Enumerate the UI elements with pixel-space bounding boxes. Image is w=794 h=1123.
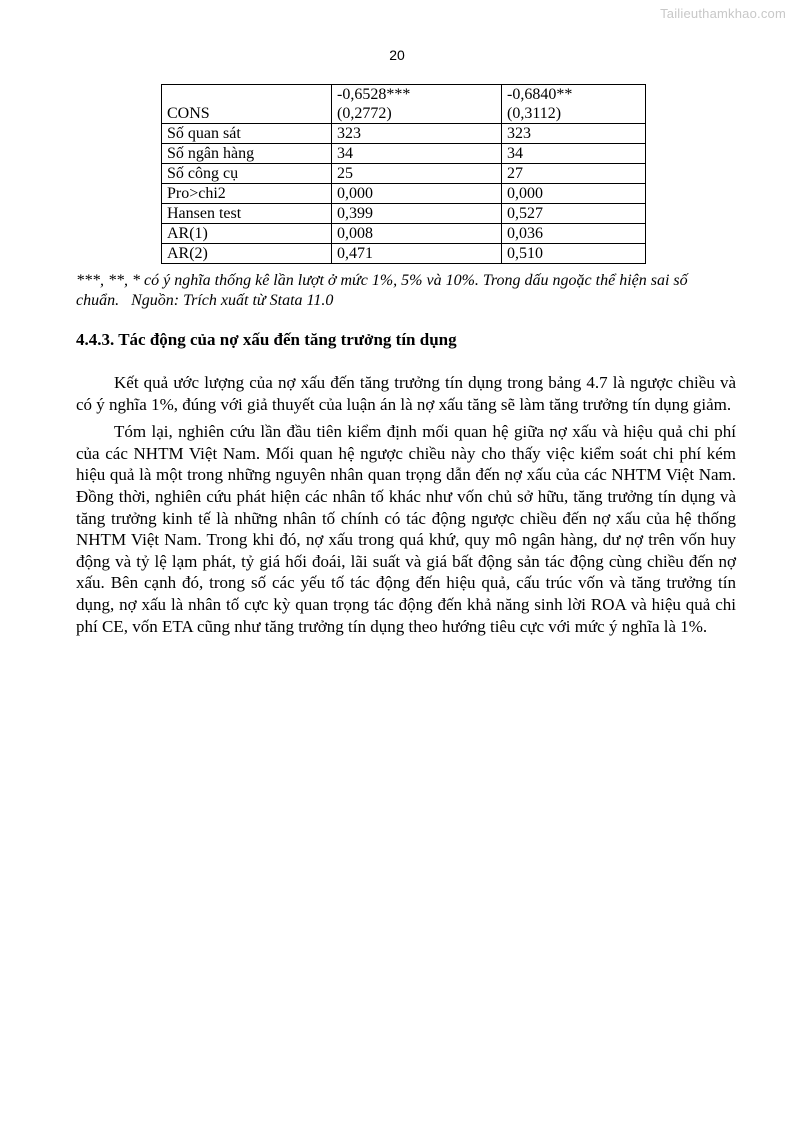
table-cell: 25 [332, 164, 502, 184]
table-cell: 34 [332, 144, 502, 164]
table-row [162, 204, 646, 224]
table-footnote [76, 271, 736, 311]
table-cell: 0,510 [502, 244, 646, 264]
row-label: Số ngân hàng [162, 144, 332, 164]
row-label: Số công cụ [162, 164, 332, 184]
table-cell: 0,036 [502, 224, 646, 244]
table-row [162, 184, 646, 204]
row-label: CONS [162, 85, 332, 124]
standard-error-value: (0,2772) [337, 105, 392, 122]
regression-results-table [161, 84, 646, 264]
table-row [162, 124, 646, 144]
table-cell: 0,471 [332, 244, 502, 264]
row-label: AR(2) [162, 244, 332, 264]
table-row [162, 244, 646, 264]
row-label: Hansen test [162, 204, 332, 224]
table-cell: 34 [502, 144, 646, 164]
table-cell: 0,000 [332, 184, 502, 204]
table-cell [502, 85, 646, 124]
watermark: Tailieuthamkhao.com [660, 6, 786, 21]
row-label: Pro>chi2 [162, 184, 332, 204]
coefficient-value: -0,6840** [507, 86, 573, 103]
table-row [162, 144, 646, 164]
standard-error-value: (0,3112) [507, 105, 562, 122]
row-label: Số quan sát [162, 124, 332, 144]
paragraph: Kết quả ước lượng của nợ xấu đến tăng trưởng tín dụng trong bảng 4.7 là ngược chiều và có ý nghĩa 1%, đúng với giả thuyết của luận án là nợ xấu tăng sẽ làm tăng trưởng tín dụng giảm. [76, 373, 736, 414]
source-note: Nguồn: Trích xuất từ Stata 11.0 [131, 292, 334, 309]
table-row [162, 85, 646, 124]
table-cell: 27 [502, 164, 646, 184]
section-heading: 4.4.3. Tác động của nợ xấu đến tăng trưởng tín dụng [76, 330, 457, 349]
table-row [162, 224, 646, 244]
table-cell [332, 85, 502, 124]
page-number: 20 [389, 47, 405, 63]
table-cell: 0,399 [332, 204, 502, 224]
body-text [76, 372, 736, 643]
table-cell: 0,008 [332, 224, 502, 244]
table-cell: 0,527 [502, 204, 646, 224]
table-cell: 323 [332, 124, 502, 144]
table-cell: 323 [502, 124, 646, 144]
row-label: AR(1) [162, 224, 332, 244]
table-cell: 0,000 [502, 184, 646, 204]
significance-note: ***, **, * có ý nghĩa thống kê lần lượt ở mức 1%, 5% và 10%. Trong dấu ngoặc thể hiện sai số chuẩn. [76, 272, 688, 309]
table-row [162, 164, 646, 184]
coefficient-value: -0,6528*** [337, 86, 411, 103]
paragraph: Tóm lại, nghiên cứu lần đầu tiên kiểm định mối quan hệ giữa nợ xấu và hiệu quả chi phí của các NHTM Việt Nam. Mối quan hệ ngược chiều này cho thấy việc kiểm soát chi phí kém hiệu quả là một trong những nguyên nhân quan trọng dẫn đến nợ xấu của các NHTM Việt Nam. Đồng thời, nghiên cứu phát hiện các nhân tố khác như vốn chủ sở hữu, tăng trưởng tín dụng và tăng trưởng kinh tế là những nhân tố chính có tác động ngược chiều đến nợ xấu của hệ thống NHTM Việt Nam. Trong khi đó, nợ xấu trong quá khứ, quy mô ngân hàng, dư nợ trên vốn huy động và tỷ lệ lạm phát, tỷ giá hối đoái, lãi suất và giá bất động sản tác động cùng chiều đến nợ xấu. Bên cạnh đó, trong số các yếu tố tác động đến hiệu quả, cấu trúc vốn và tăng trưởng tín dụng, nợ xấu là nhân tố cực kỳ quan trọng tác động đến khả năng sinh lời ROA và hiệu quả chi phí CE, vốn ETA cũng như tăng trưởng tín dụng theo hướng tiêu cực với mức ý nghĩa là 1%. [76, 422, 736, 636]
